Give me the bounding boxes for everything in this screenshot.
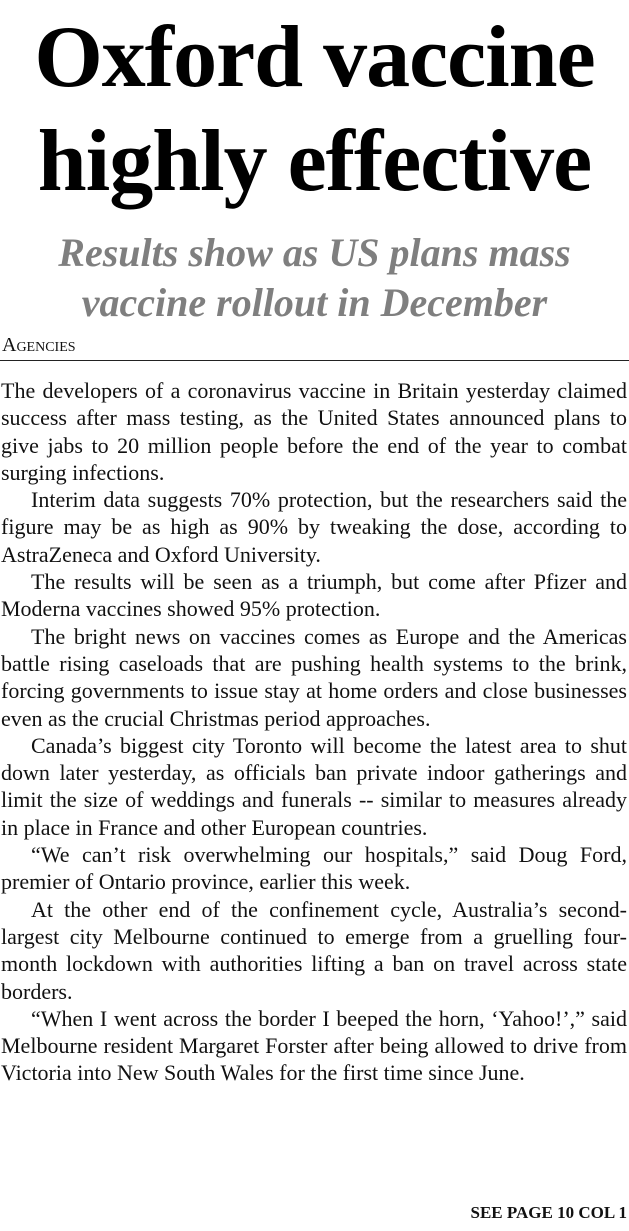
article-paragraph: “We can’t risk overwhelming our hospitals,” said Doug Ford, premier of Ontario province, earlier this week. xyxy=(1,842,627,895)
article-paragraph: “When I went across the border I beeped the horn, ‘Yahoo!’,” said Melbourne resident Margaret Forster after being allowed to drive from Victoria into New South Wales for the first time since June. xyxy=(1,1005,627,1086)
subheadline-line-1: Results show as US plans mass xyxy=(58,230,571,275)
continuation-jump-line: SEE PAGE 10 COL 1 xyxy=(470,1203,627,1222)
headline xyxy=(0,0,629,214)
article-paragraph: The results will be seen as a triumph, but come after Pfizer and Moderna vaccines showed 95% protection. xyxy=(1,569,627,622)
headline-line-1: Oxford vaccine xyxy=(34,9,595,106)
headline-line-2: highly effective xyxy=(37,113,592,210)
article-body xyxy=(0,377,629,1087)
article-paragraph: The developers of a coronavirus vaccine in Britain yesterday claimed success after mass testing, as the United States announced plans to give jabs to 20 million people before the end of the year to combat surging infections. xyxy=(1,378,627,485)
article-paragraph: Interim data suggests 70% protection, but the researchers said the figure may be as high as 90% by tweaking the dose, according to AstraZeneca and Oxford University. xyxy=(1,487,627,567)
article-paragraph: Canada’s biggest city Toronto will become the latest area to shut down later yesterday, as officials ban private indoor gatherings and limit the size of weddings and funerals -- similar to measures already in place in France and other European countries. xyxy=(1,732,627,840)
article-paragraph: At the other end of the confinement cycle, Australia’s second-largest city Melbourne continued to emerge from a gruelling four-month lockdown with authorities lifting a ban on travel across state borders. xyxy=(1,896,627,1004)
byline: Agencies xyxy=(0,334,629,361)
article-paragraph: The bright news on vaccines comes as Europe and the Americas battle rising caseloads that are pushing health systems to the brink, forcing governments to issue stay at home orders and close businesses even as the crucial Christmas period approaches. xyxy=(1,623,627,731)
subheadline-line-2: vaccine rollout in December xyxy=(81,280,548,325)
subheadline xyxy=(0,228,629,328)
